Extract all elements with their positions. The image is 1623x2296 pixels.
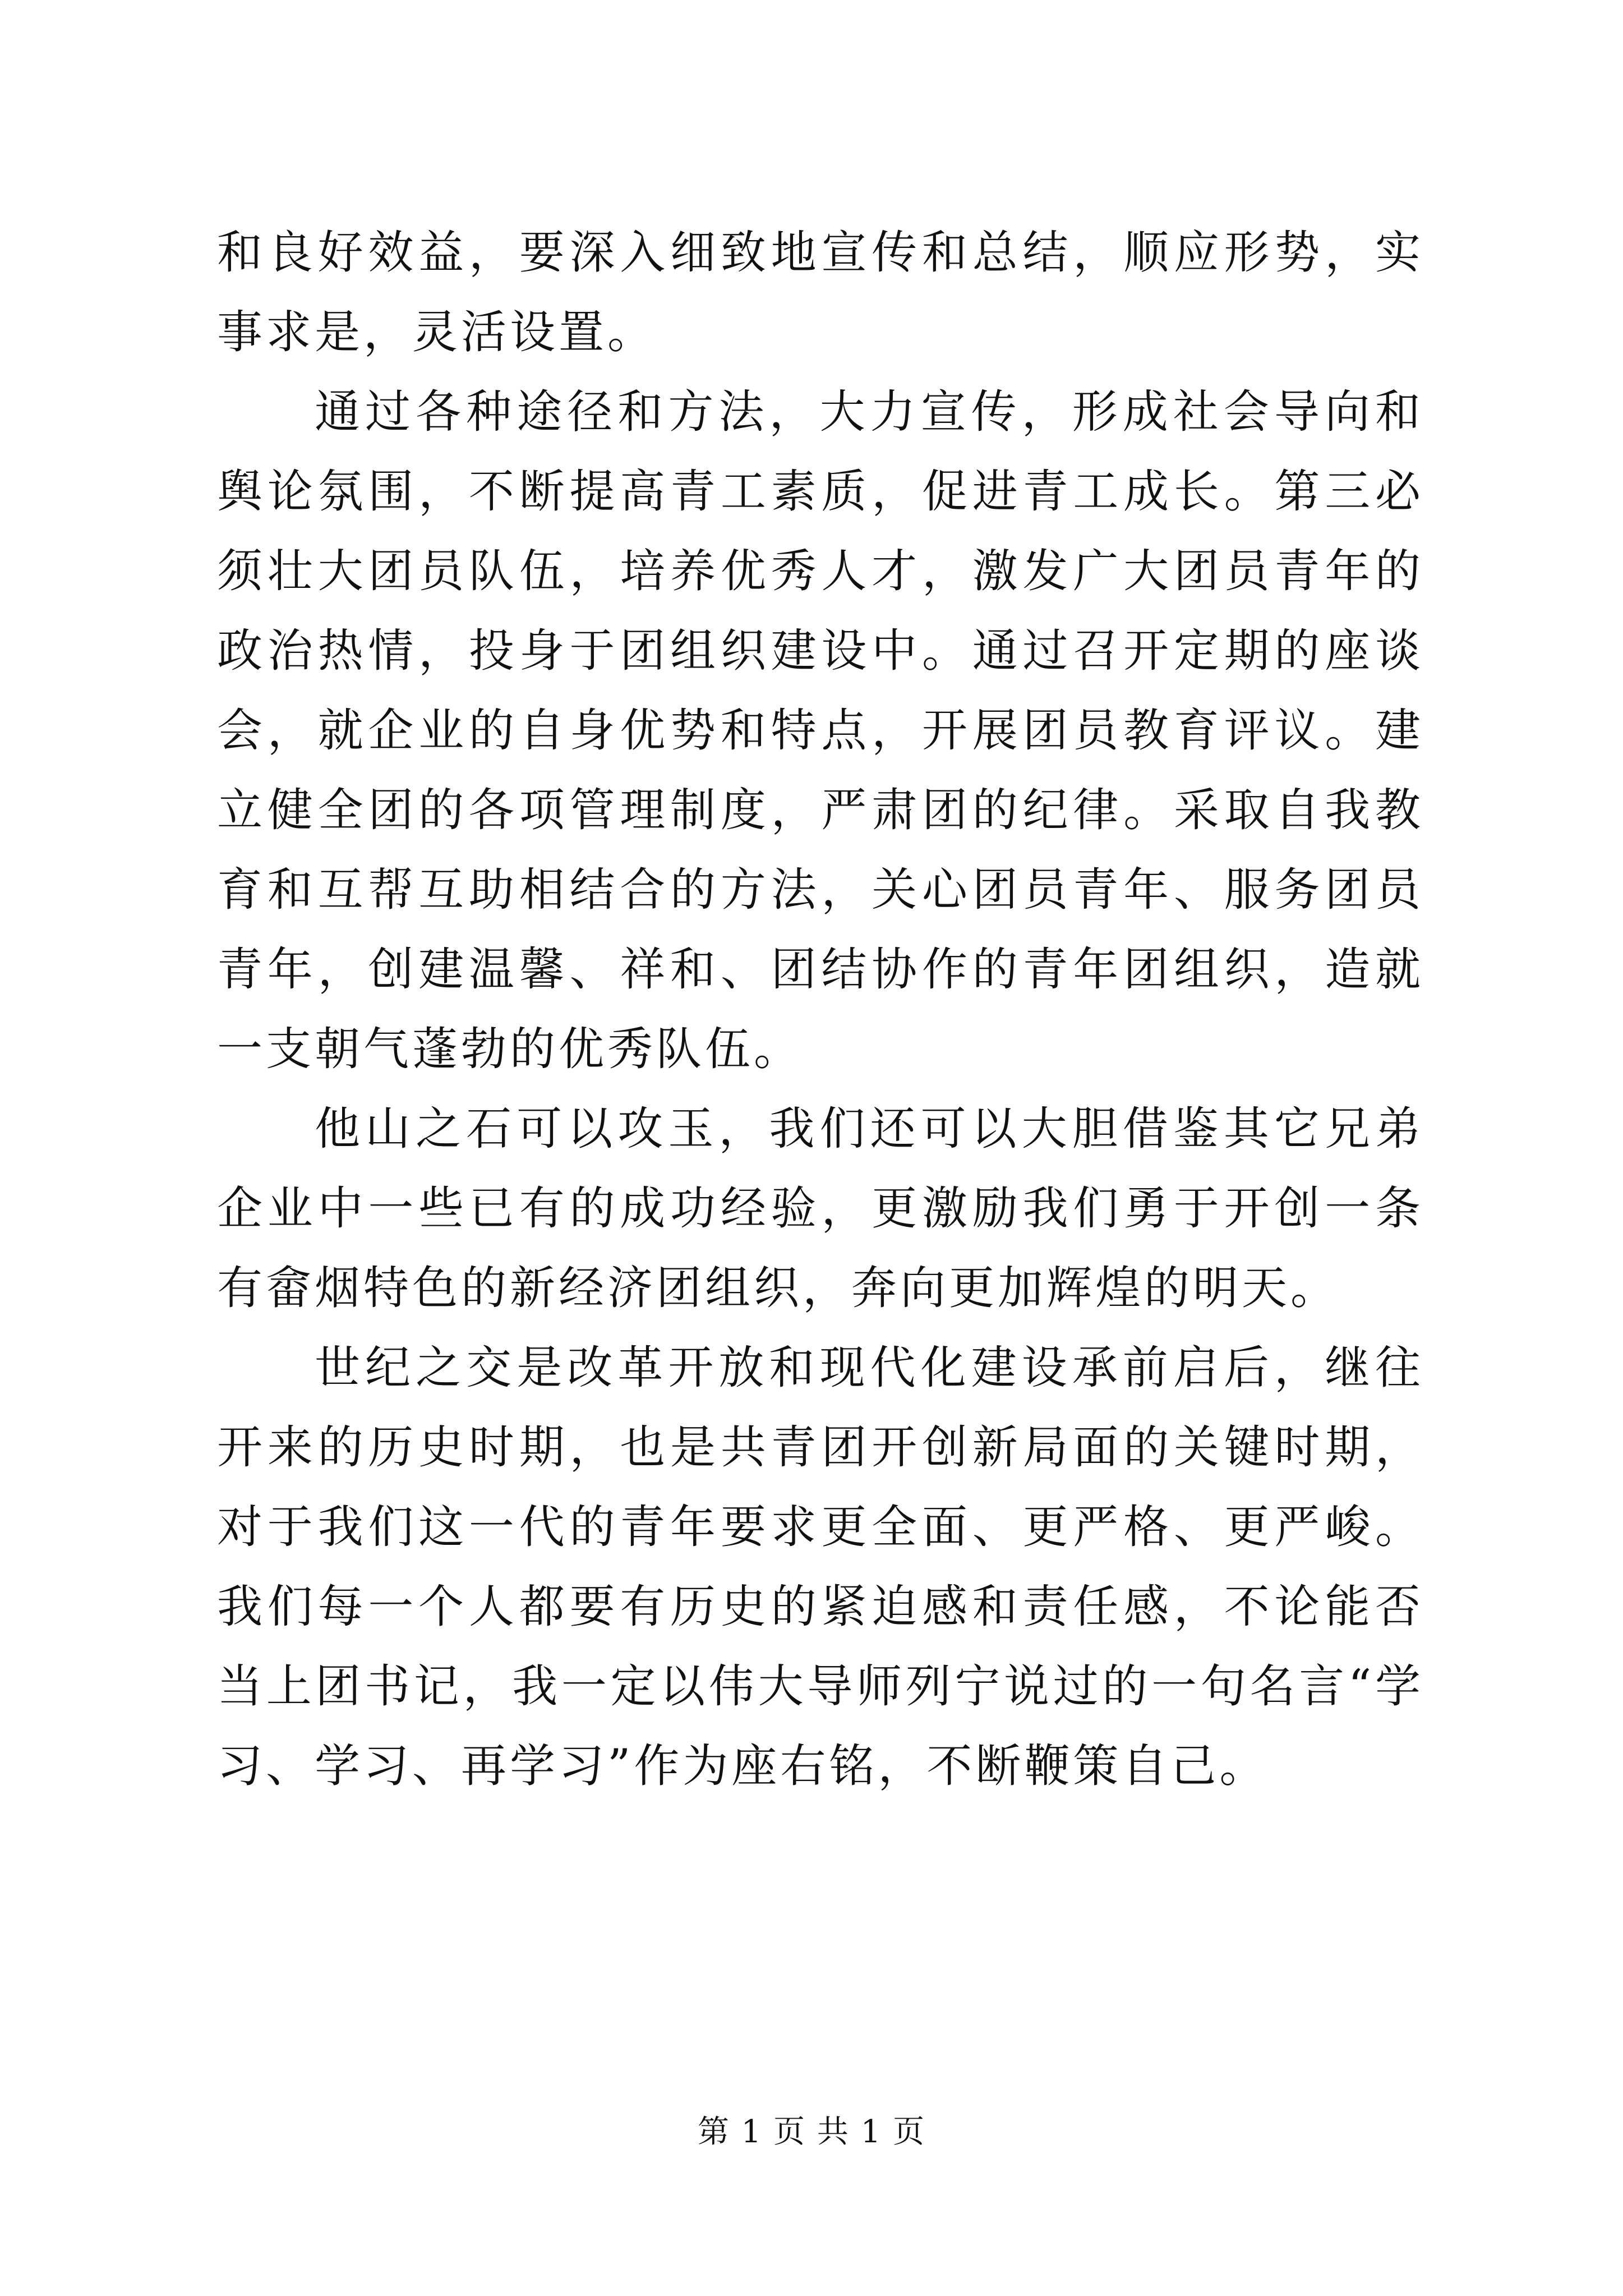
body-text bbox=[217, 213, 1424, 1806]
paragraph-4: 世纪之交是改革开放和现代化建设承前启后，继往开来的历史时期，也是共青团开创新局面的关键时期，对于我们这一代的青年要求更全面、更严格、更严峻。我们每一个人都要有历史的紧迫感和责任感，不论能否当上团书记，我一定以伟大导师列宁说过的一句名言“学习、学习、再学习”作为座右铭，不断鞭策自己。 bbox=[217, 1342, 1424, 1793]
page-number-footer: 第 1 页 共 1 页 bbox=[697, 2114, 926, 2150]
paragraph-3: 他山之石可以攻玉，我们还可以大胆借鉴其它兄弟企业中一些已有的成功经验，更激励我们勇于开创一条有畲烟特色的新经济团组织，奔向更加辉煌的明天。 bbox=[217, 1103, 1424, 1315]
paragraph-1: 和良好效益，要深入细致地宣传和总结，顺应形势，实事求是，灵活设置。 bbox=[217, 227, 1424, 359]
paragraph-2: 通过各种途径和方法，大力宣传，形成社会导向和舆论氛围，不断提高青工素质，促进青工成长。第三必须壮大团员队伍，培养优秀人才，激发广大团员青年的政治热情，投身于团组织建设中。通过召开定期的座谈会，就企业的自身优势和特点，开展团员教育评议。建立健全团的各项管理制度，严肃团的纪律。采取自我教育和互帮互助相结合的方法，关心团员青年、服务团员青年，创建温馨、祥和、团结协作的青年团组织，造就一支朝气蓬勃的优秀队伍。 bbox=[217, 386, 1424, 1076]
